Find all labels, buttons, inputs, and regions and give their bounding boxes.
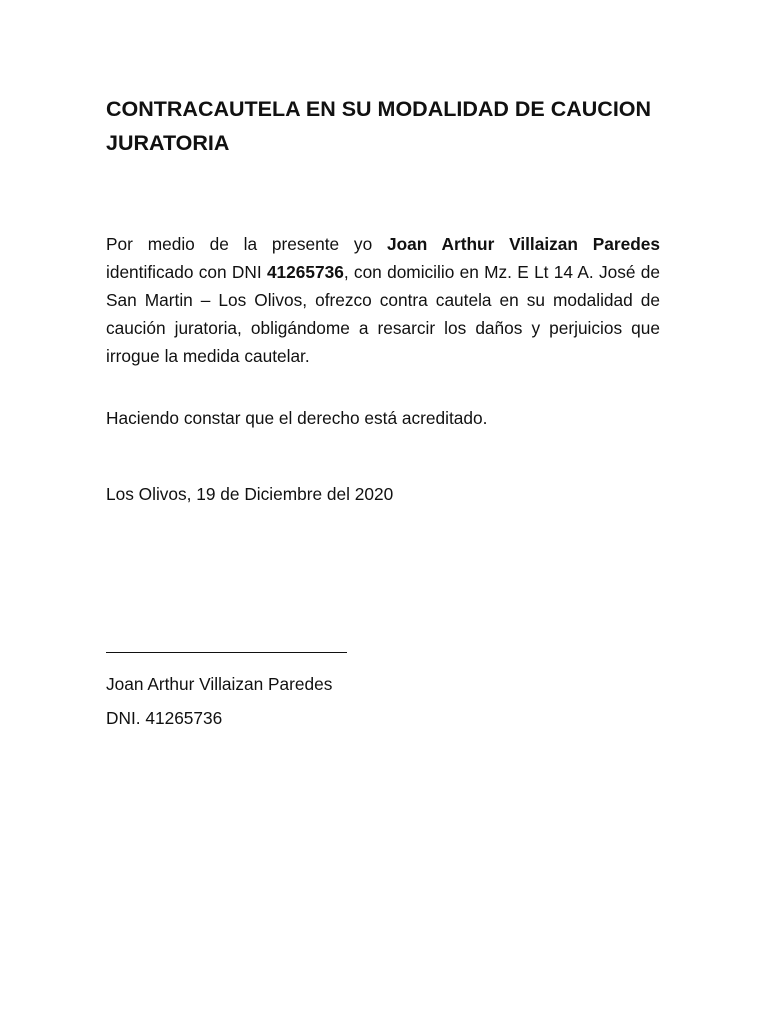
place-and-date: Los Olivos, 19 de Diciembre del 2020	[106, 484, 394, 504]
paragraph-rest: , con domicilio en Mz. E Lt 14 A. José de San Martin – Los Olivos, ofrezco contra cautela en su modalidad de caución juratoria, obligándome a resarcir los daños y perjuicios que irrogue la medida cautelar.	[106, 262, 660, 366]
signature-line	[106, 652, 347, 653]
paragraph-intro: Por medio de la presente yo	[106, 234, 387, 254]
accreditation-note: Haciendo constar que el derecho está acreditado.	[106, 408, 488, 428]
document-title: CONTRACAUTELA EN SU MODALIDAD DE CAUCION JURATORIA	[106, 97, 652, 155]
paragraph-id-text: identificado con DNI	[106, 262, 267, 282]
body-paragraph	[106, 230, 660, 370]
declarant-dni: 41265736	[266, 262, 344, 282]
signature-dni: DNI. 41265736	[106, 708, 223, 728]
declarant-name: Joan Arthur Villaizan Paredes	[387, 234, 661, 254]
signature-name: Joan Arthur Villaizan Paredes	[106, 674, 333, 694]
